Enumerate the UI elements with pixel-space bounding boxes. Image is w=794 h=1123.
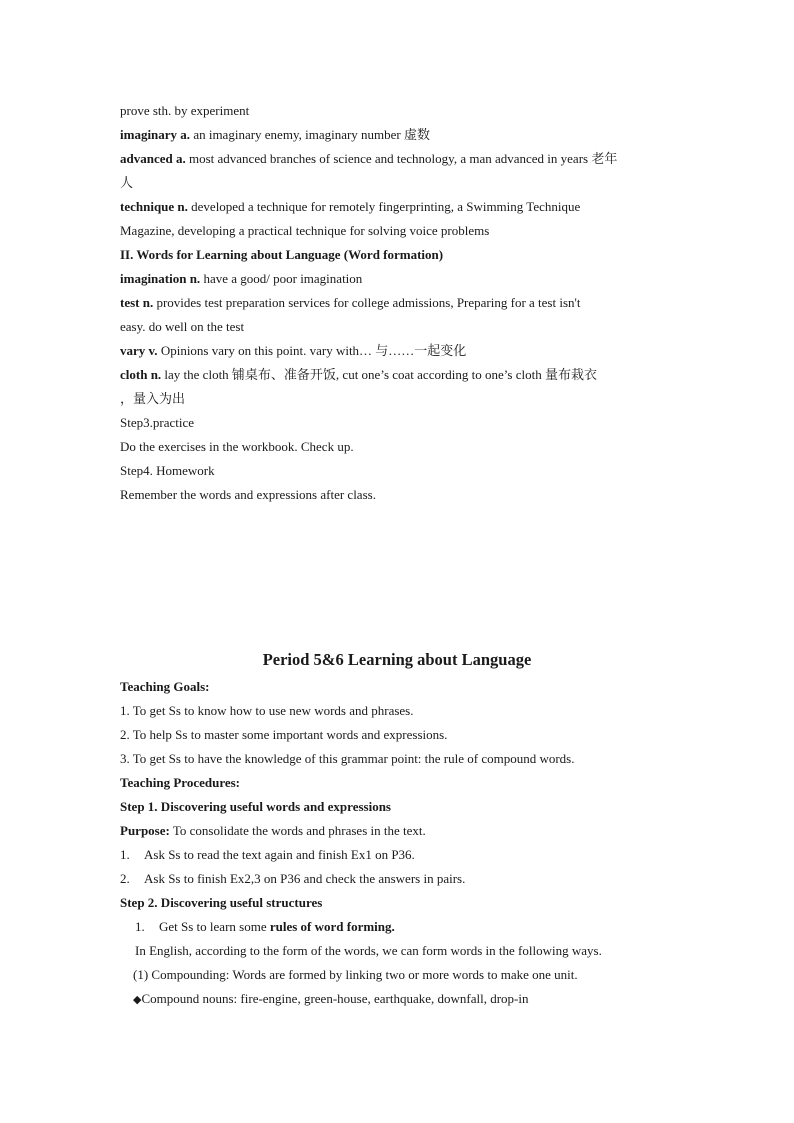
list-text: Ask Ss to finish Ex2,3 on P36 and check the answers in pairs. — [144, 871, 466, 886]
step4-text: Remember the words and expressions after class. — [120, 487, 376, 502]
section-heading: II. Words for Learning about Language (Word formation) — [120, 247, 444, 262]
page-title: Period 5&6 Learning about Language — [262, 650, 532, 669]
line-prove: prove sth. by experiment — [120, 103, 250, 118]
entry-vary — [120, 343, 466, 359]
purpose-label: Purpose: — [120, 823, 170, 838]
list-number: 2. — [120, 871, 130, 886]
entry-cloth — [120, 367, 597, 383]
entry-term: imaginary a. — [120, 127, 191, 142]
diamond-bullet-icon: ◆ — [133, 993, 142, 1006]
goal-item: 1. To get Ss to know how to use new words and phrases. — [120, 703, 414, 718]
entry-text: an imaginary enemy, imaginary number 虚数 — [190, 127, 431, 142]
entry-advanced — [120, 151, 617, 167]
purpose-text: To consolidate the words and phrases in the text. — [169, 823, 426, 838]
entry-term: technique n. — [120, 199, 188, 214]
entry-term: test n. — [120, 295, 154, 310]
list-text-bold: rules of word forming. — [269, 919, 395, 934]
compound-nouns-line — [133, 991, 528, 1008]
procedures-heading: Teaching Procedures: — [120, 775, 241, 790]
step4-heading: Step4. Homework — [120, 463, 215, 478]
entry-text: provides test preparation services for college admissions, Preparing for a test isn't — [153, 295, 581, 310]
entry-test-cont: easy. do well on the test — [120, 319, 245, 334]
entry-imagination — [120, 271, 362, 287]
entry-text: have a good/ poor imagination — [200, 271, 363, 286]
list-number: 1. — [120, 847, 130, 862]
entry-text: developed a technique for remotely fingerprinting, a Swimming Technique — [187, 199, 581, 214]
entry-technique-cont: Magazine, developing a practical technique for solving voice problems — [120, 223, 490, 238]
goal-item: 3. To get Ss to have the knowledge of this grammar point: the rule of compound words. — [120, 751, 575, 766]
entry-test — [120, 295, 580, 311]
list-item — [120, 871, 465, 887]
compounding-line: (1) Compounding: Words are formed by linking two or more words to make one unit. — [133, 967, 578, 982]
list-number: 1. — [135, 919, 145, 934]
entry-text: most advanced branches of science and technology, a man advanced in years 老年 — [185, 151, 618, 166]
list-text: Ask Ss to read the text again and finish Ex1 on P36. — [144, 847, 415, 862]
entry-term: vary v. — [120, 343, 158, 358]
step2-heading: Step 2. Discovering useful structures — [120, 895, 323, 910]
entry-technique — [120, 199, 580, 215]
goal-item: 2. To help Ss to master some important words and expressions. — [120, 727, 448, 742]
step3-heading: Step3.practice — [120, 415, 194, 430]
entry-imaginary — [120, 127, 430, 143]
entry-term: imagination n. — [120, 271, 201, 286]
list-item — [120, 847, 415, 863]
list-item — [135, 919, 395, 935]
step1-heading: Step 1. Discovering useful words and expressions — [120, 799, 391, 814]
entry-cloth-cont: ，量入为出 — [120, 391, 186, 406]
compound-nouns-text: Compound nouns: fire-engine, green-house, earthquake, downfall, drop-in — [141, 991, 529, 1006]
entry-text: lay the cloth 铺桌布、准备开饭, cut one’s coat according to one’s cloth 量布栽衣 — [161, 367, 597, 382]
entry-advanced-cont: 人 — [120, 175, 134, 190]
list-text: Get Ss to learn some — [159, 919, 270, 934]
entry-text: Opinions vary on this point. vary with… 与……一起变化 — [157, 343, 467, 358]
entry-term: cloth n. — [120, 367, 162, 382]
entry-term: advanced a. — [120, 151, 186, 166]
step3-text: Do the exercises in the workbook. Check up. — [120, 439, 354, 454]
purpose-line — [120, 823, 426, 839]
goals-heading: Teaching Goals: — [120, 679, 210, 694]
step2-paragraph: In English, according to the form of the words, we can form words in the following ways. — [135, 943, 602, 958]
